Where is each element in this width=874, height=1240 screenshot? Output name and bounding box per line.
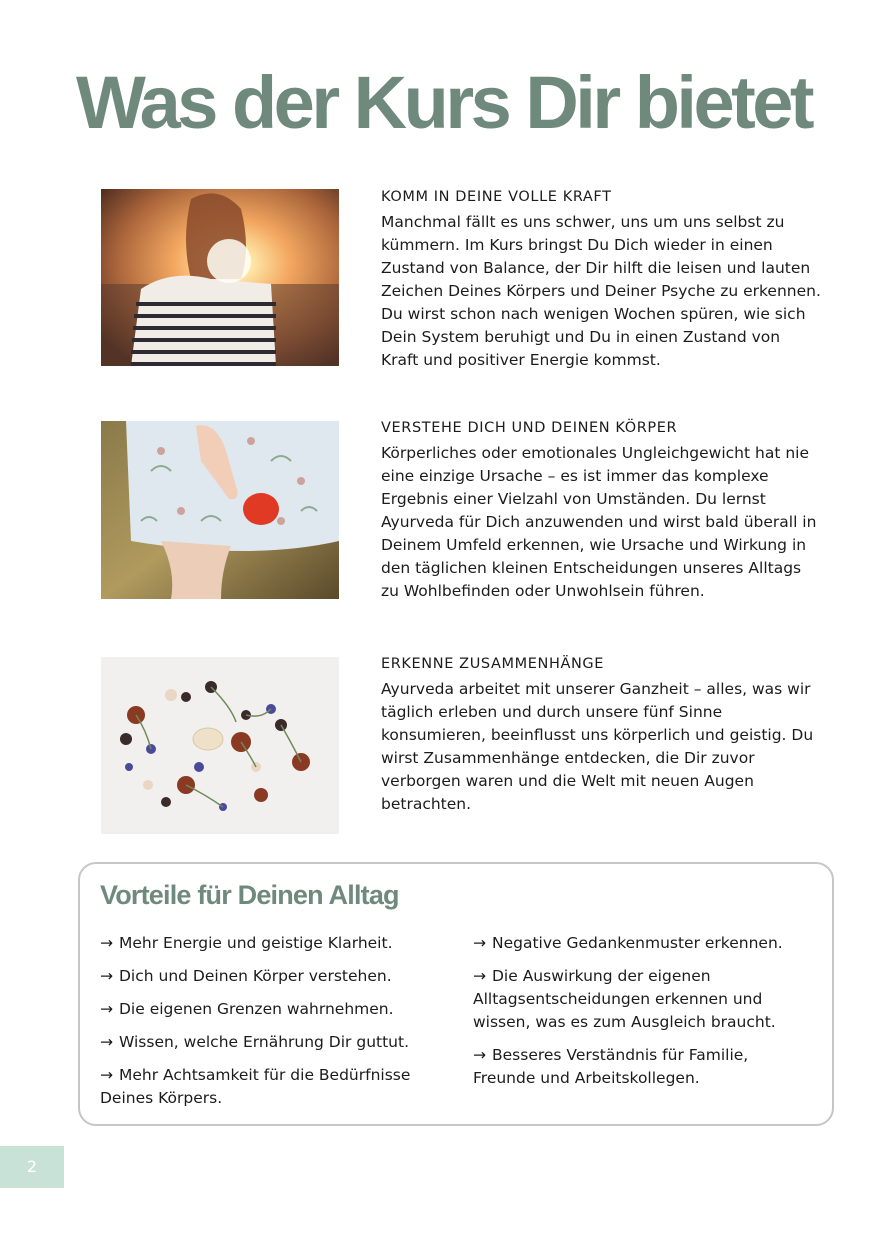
arrow-right-icon: → <box>473 967 486 985</box>
sunset-portrait-image <box>101 189 339 366</box>
arrow-right-icon: → <box>100 967 113 985</box>
list-item: → Dich und Deinen Körper verstehen. <box>100 967 392 985</box>
arrow-right-icon: → <box>100 1033 113 1051</box>
arrow-right-icon: → <box>100 1000 113 1018</box>
floral-dress-poppy-image <box>101 421 339 599</box>
benefits-list-left <box>100 932 450 1120</box>
arrow-right-icon: → <box>473 934 486 952</box>
benefits-title: Vorteile für Deinen Alltag <box>100 880 399 910</box>
list-item: → Besseres Verständnis für Familie, Freunde und Arbeitskollegen. <box>473 1046 749 1087</box>
section-recognize-connections <box>381 656 821 816</box>
dried-flowers-image <box>101 657 339 834</box>
page-title: Was der Kurs Dir bietet <box>76 61 812 144</box>
section-text: Ayurveda arbeitet mit unserer Ganzheit – alles, was wir täglich erleben und durch unsere fünf Sinne konsumieren, beeinflusst uns körperlich und geistig. Du wirst Zusammenhänge entdecken, die Dir zuvor verborgen waren und die Welt mit neuen Augen betrachten. <box>381 680 814 813</box>
list-item: → Die Auswirkung der eigenen Alltagsentscheidungen erkennen und wissen, was es zum Ausgleich braucht. <box>473 967 776 1031</box>
section-heading: VERSTEHE DICH UND DEINEN KÖRPER <box>381 420 678 436</box>
section-text: Manchmal fällt es uns schwer, uns um uns selbst zu kümmern. Im Kurs bringst Du Dich wieder in einen Zustand von Balance, der Dir hilft die leisen und lauten Zeichen Deines Körpers und Deiner Psyche zu erkennen. Du wirst schon nach wenigen Wochen spüren, wie sich Dein System beruhigt und Du in einen Zustand von Kraft und positiver Energie kommst. <box>381 213 821 369</box>
section-heading: KOMM IN DEINE VOLLE KRAFT <box>381 189 612 205</box>
list-item: → Mehr Energie und geistige Klarheit. <box>100 934 393 952</box>
benefits-box <box>78 862 834 1126</box>
list-item: → Negative Gedankenmuster erkennen. <box>473 934 783 952</box>
list-item: → Mehr Achtsamkeit für die Bedürfnisse Deines Körpers. <box>100 1066 411 1107</box>
page-number: 2 <box>0 1146 64 1188</box>
arrow-right-icon: → <box>473 1046 486 1064</box>
arrow-right-icon: → <box>100 934 113 952</box>
arrow-right-icon: → <box>100 1066 113 1084</box>
section-full-power <box>381 189 821 372</box>
list-item: → Wissen, welche Ernährung Dir guttut. <box>100 1033 409 1051</box>
section-heading: ERKENNE ZUSAMMENHÄNGE <box>381 656 605 672</box>
section-text: Körperliches oder emotionales Ungleichgewicht hat nie eine einzige Ursache – es ist immer das komplexe Ergebnis einer Vielzahl von Umständen. Du lernst Ayurveda für Dich anzuwenden und wirst bald überall in Deinem Umfeld erkennen, wie Ursache und Wirkung in den täglichen kleinen Entscheidungen unseres Alltags zu Wohlbefinden oder Unwohlsein führen. <box>381 444 817 600</box>
list-item: → Die eigenen Grenzen wahrnehmen. <box>100 1000 394 1018</box>
benefits-list-right <box>473 932 813 1100</box>
section-understand-body <box>381 420 821 603</box>
